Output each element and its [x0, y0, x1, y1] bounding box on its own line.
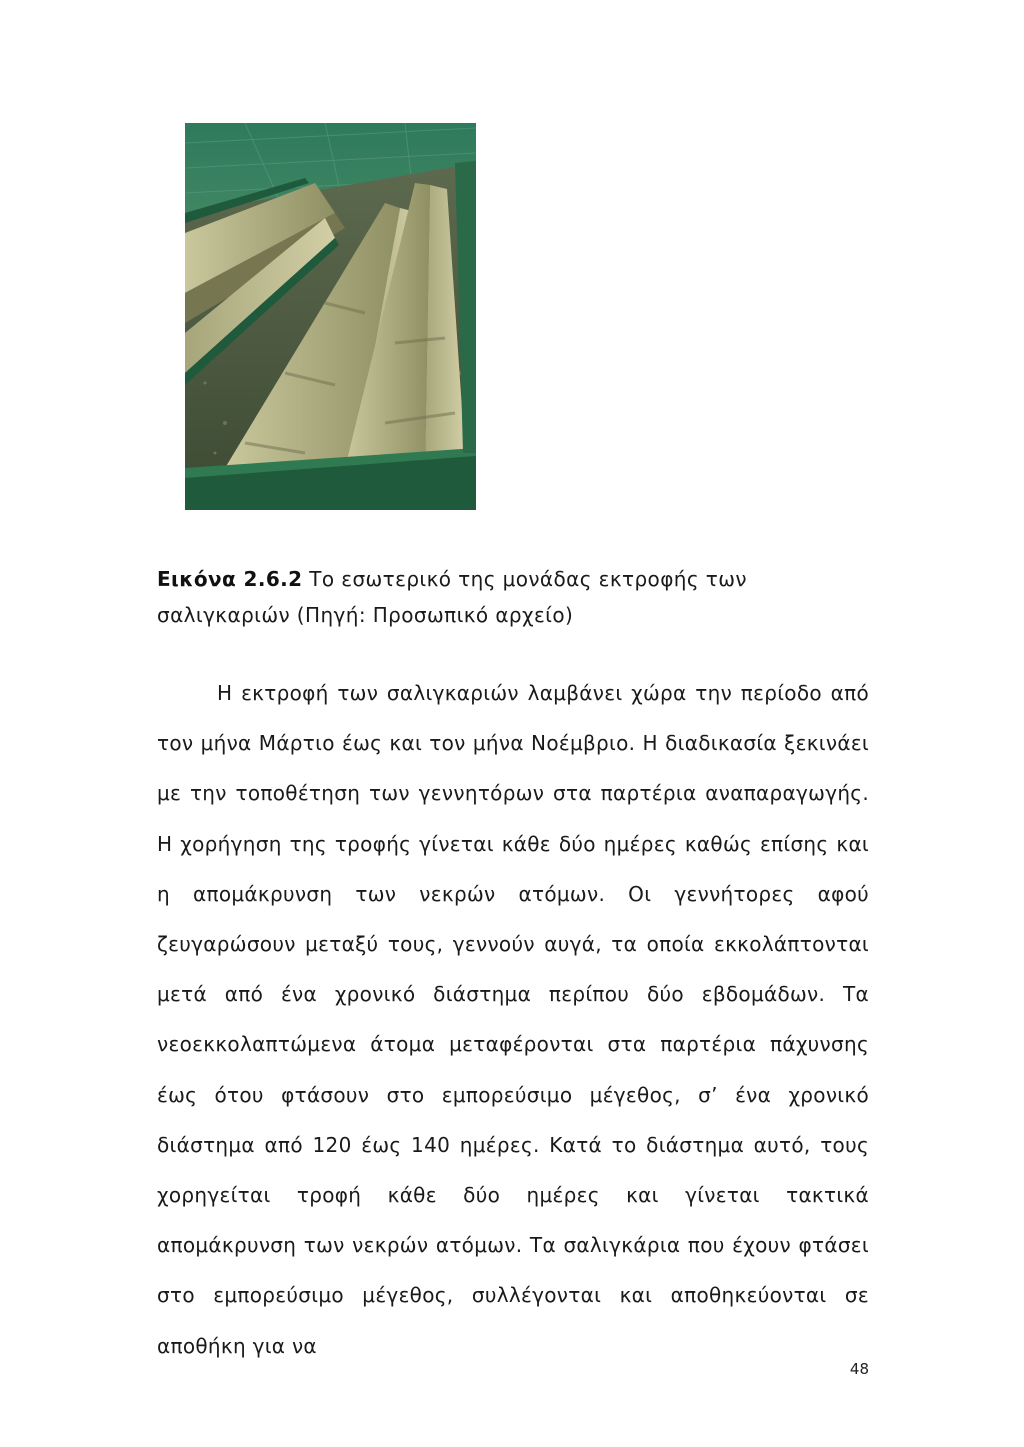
- figure-photo: [185, 123, 476, 510]
- figure-caption: [157, 561, 872, 633]
- body-paragraph: Η εκτροφή των σαλιγκαριών λαμβάνει χώρα την περίοδο από τον μήνα Μάρτιο έως και τον μήνα Νοέμβριο. Η διαδικασία ξεκινάει με την τοποθέτηση των γεννητόρων στα παρτέρια αναπαραγωγής. Η χορήγηση της τροφής γίνεται κάθε δύο ημέρες καθώς επίσης και η απομάκρυνση των νεκρών ατόμων. Οι γεννήτορες αφού ζευγαρώσουν μεταξύ τους, γεννούν αυγά, τα οποία εκκολάπτονται μετά από ένα χρονικό διάστημα περίπου δύο εβδομάδων. Τα νεοεκκολαπτώμενα άτομα μεταφέρονται στα παρτέρια πάχυνσης έως ότου φτάσουν στο εμπορεύσιμο μέγεθος, σ’ ένα χρονικό διάστημα από 120 έως 140 ημέρες. Κατά το διάστημα αυτό, τους χορηγείται τροφή κάθε δύο ημέρες και γίνεται τακτικά απομάκρυνση των νεκρών ατόμων. Τα σαλιγκάρια που έχουν φτάσει στο εμπορεύσιμο μέγεθος, συλλέγονται και αποθηκεύονται σε αποθήκη για να: [157, 681, 869, 1358]
- figure-label: Εικόνα 2.6.2: [157, 567, 303, 591]
- page-number: 48: [849, 1360, 869, 1378]
- figure-caption-text: Το εσωτερικό της μονάδας εκτροφής των σαλιγκαριών (Πηγή: Προσωπικό αρχείο): [157, 567, 747, 627]
- snail-farm-photo: [185, 123, 476, 510]
